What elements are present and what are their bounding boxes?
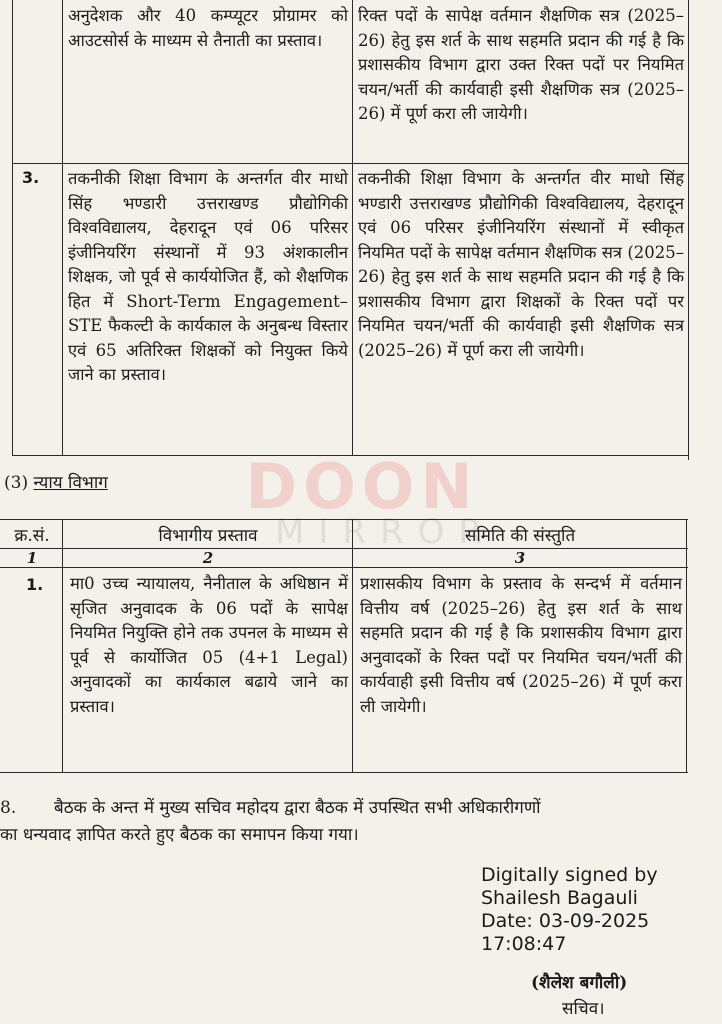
header-number-2: 2: [202, 549, 214, 567]
row-number: 3.: [22, 168, 40, 187]
signature-line-1: Digitally signed by: [481, 864, 658, 886]
section-title: न्याय विभाग: [33, 473, 108, 493]
table2-col2-border: [352, 519, 353, 772]
paragraph-number: 8.: [0, 798, 17, 818]
digital-signature-block: [481, 864, 658, 956]
table2-number-row-divider: [0, 567, 688, 568]
section-heading: [4, 470, 108, 493]
header-recommendation: समिति की संस्तुति: [464, 526, 576, 546]
header-number-1: 1: [26, 549, 38, 567]
table-border-left: [12, 0, 13, 455]
header-serial: क्र.सं.: [14, 526, 50, 546]
proposal-cell-continued: अनुदेशक और 40 कम्प्यूटर प्रोग्रामर को आउटसोर्स के माध्यम से तैनाती का प्रस्ताव।: [68, 6, 348, 50]
watermark-logo-subtext: MIRROR: [275, 512, 496, 552]
table-border-col1: [62, 0, 63, 455]
signatory-designation: सचिव।: [562, 999, 605, 1019]
table-border-col2: [352, 0, 353, 455]
closing-line-1: बैठक के अन्त में मुख्य सचिव महोदय द्वारा बैठक में उपस्थित सभी अधिकारीगणों: [54, 798, 541, 818]
table-bottom-border: [12, 455, 688, 456]
table-row-divider: [12, 163, 688, 164]
watermark-logo-text: DOON: [245, 450, 479, 523]
table2-top-border: [0, 519, 688, 520]
recommendation-cell: तकनीकी शिक्षा विभाग के अन्तर्गत वीर माधो सिंह भण्डारी उत्तराखण्ड प्रौद्योगिकी विश्वविद्यालय, देहरादून एवं 06 परिसर इंजीनियरिंग संस्थानों में स्वीकृत नियमित पदों के सापेक्ष वर्तमान शैक्षणिक सत्र (2025–26) हेतु इस शर्त के साथ सहमति प्रदान की गई है कि प्रशासकीय विभाग द्वारा शिक्षकों के रिक्त पदों पर नियमित चयन/भर्ती की कार्यवाही इसी शैक्षणिक सत्र (2025–26) में पूर्ण करा ली जायेगी।: [358, 169, 684, 360]
row-number: 1.: [26, 575, 44, 594]
recommendation-cell: प्रशासकीय विभाग के प्रस्ताव के सन्दर्भ में वर्तमान वित्तीय वर्ष (2025–26) हेतु इस शर्त के साथ सहमति प्रदान की गई है कि प्रशासकीय विभाग द्वारा अनुवादकों के रिक्त पदों पर नियमित चयन/भर्ती की कार्यवाही इसी वित्तीय वर्ष (2025–26) में पूर्ण करा ली जायेगी।: [360, 574, 682, 716]
section-prefix: (3): [4, 473, 29, 493]
table2-right-border: [686, 519, 687, 772]
header-proposal: विभागीय प्रस्ताव: [158, 526, 258, 546]
table2-col1-border: [62, 519, 63, 772]
table2-bottom-border: [0, 772, 688, 773]
closing-line-2: का धन्यवाद ज्ञापित करते हुए बैठक का समापन किया गया।: [0, 825, 359, 845]
signatory-name: (शैलेश बगौली): [531, 973, 628, 993]
closing-paragraph: [0, 795, 700, 849]
table-border-right: [688, 0, 689, 460]
proposal-cell: तकनीकी शिक्षा विभाग के अन्तर्गत वीर माधो सिंह भण्डारी उत्तराखण्ड प्रौद्योगिकी विश्वविद्यालय, देहरादून एवं 06 परिसर इंजीनियरिंग संस्थानों में 93 अंशकालीन शिक्षक, जो पूर्व से कार्ययोजित हैं, को शैक्षणिक हित में Short-Term Engagement–STE फैकल्टी के कार्यकाल के अनुबन्ध विस्तार एवं 65 अतिरिक्त शिक्षकों को नियुक्त किये जाने का प्रस्ताव।: [68, 169, 348, 384]
header-number-3: 3: [514, 549, 526, 567]
recommendation-cell-continued: रिक्त पदों के सापेक्ष वर्तमान शैक्षणिक सत्र (2025–26) हेतु इस शर्त के साथ सहमति प्रदान की गई है कि प्रशासकीय विभाग द्वारा उक्त रिक्त पदों पर नियमित चयन/भर्ती की कार्यवाही इसी शैक्षणिक सत्र (2025–26) में पूर्ण करा ली जायेगी।: [358, 6, 684, 123]
signature-line-4: 17:08:47: [481, 933, 567, 955]
signature-line-3: Date: 03-09-2025: [481, 910, 650, 932]
proposal-cell: मा0 उच्च न्यायालय, नैनीताल के अधिष्ठान में सृजित अनुवादक के 06 पदों के सापेक्ष नियमित नियुक्ति होने तक उपनल के माध्यम से पूर्व से कार्योजित 05 (4+1 Legal) अनुवादकों का कार्यकाल बढाये जाने का प्रस्ताव।: [70, 574, 348, 716]
signature-line-2: Shailesh Bagauli: [481, 887, 638, 909]
